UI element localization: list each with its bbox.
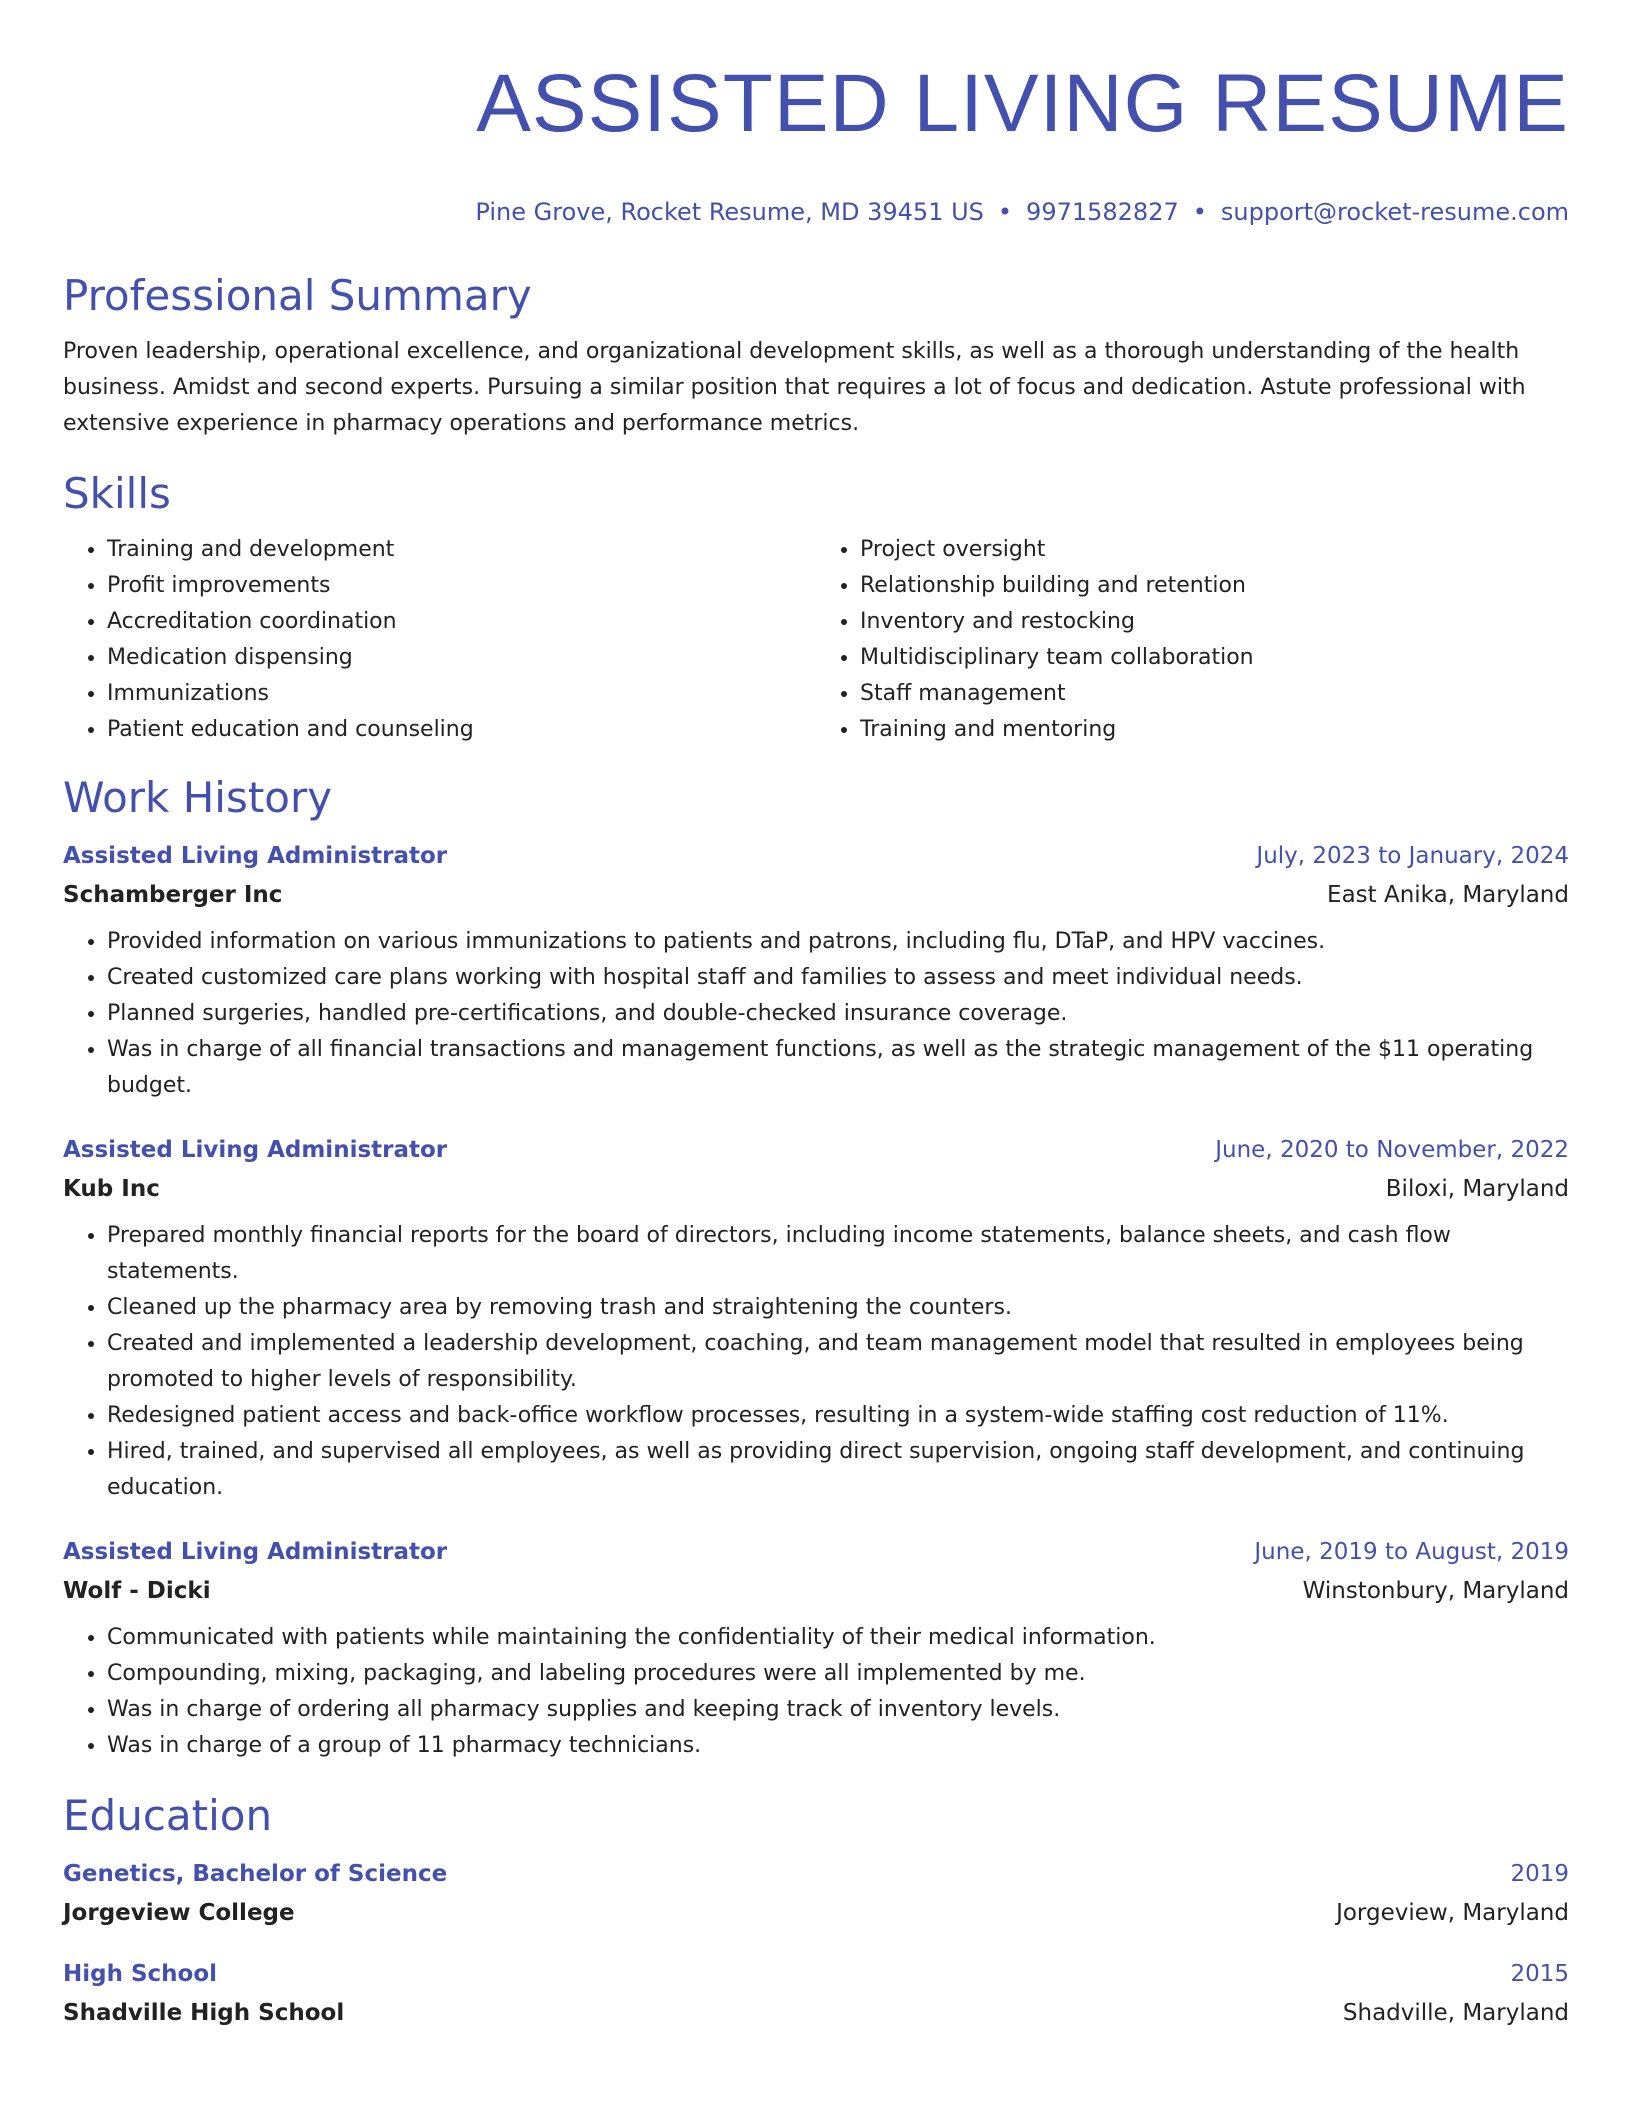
skill-item: • Training and development: [107, 532, 816, 568]
work-history-section: [63, 772, 1569, 1764]
education-year: 2019: [1510, 1861, 1569, 1887]
skills-heading: Skills: [63, 469, 171, 518]
job-bullet: • Created and implemented a leadership development, coaching, and team management model that resulted in employees being promoted to higher levels of responsibility.: [107, 1326, 1569, 1398]
skills-list-left: [63, 532, 816, 748]
job-dates: June, 2019 to August, 2019: [1254, 1539, 1569, 1565]
skill-item: • Project oversight: [860, 532, 1569, 568]
contact-separator: •: [997, 198, 1013, 226]
job-bullets: [63, 1620, 1569, 1764]
skill-item: • Accreditation coordination: [107, 604, 816, 640]
job-entry: [63, 1532, 1569, 1764]
skill-item: • Medication dispensing: [107, 640, 816, 676]
education-heading: Education: [63, 1791, 273, 1840]
skill-item: • Immunizations: [107, 676, 816, 712]
job-company: Schamberger Inc: [63, 882, 283, 908]
job-bullet: • Planned surgeries, handled pre-certifications, and double-checked insurance coverage.: [107, 996, 1569, 1032]
job-bullet: • Created customized care plans working with hospital staff and families to assess and meet individual needs.: [107, 960, 1569, 996]
job-bullet: • Redesigned patient access and back-office workflow processes, resulting in a system-wide staffing cost reduction of 11%.: [107, 1398, 1569, 1434]
job-location: Winstonbury, Maryland: [1302, 1578, 1569, 1604]
job-bullet: • Provided information on various immunizations to patients and patrons, including flu, DTaP, and HPV vaccines.: [107, 924, 1569, 960]
skill-item: • Relationship building and retention: [860, 568, 1569, 604]
job-bullet: • Prepared monthly financial reports for the board of directors, including income statements, balance sheets, and cash flow statements.: [107, 1218, 1569, 1290]
job-bullet: • Communicated with patients while maintaining the confidentiality of their medical information.: [107, 1620, 1569, 1656]
education-entry: [63, 1854, 1569, 1932]
education-location: Jorgeview, Maryland: [1336, 1900, 1569, 1926]
education-entry: [63, 1954, 1569, 2032]
skills-columns: [63, 532, 1569, 748]
job-bullet: • Was in charge of ordering all pharmacy supplies and keeping track of inventory levels.: [107, 1692, 1569, 1728]
summary-heading: Professional Summary: [63, 271, 532, 320]
skill-item: • Patient education and counseling: [107, 712, 816, 748]
contact-separator: •: [1192, 198, 1207, 226]
job-location: East Anika, Maryland: [1327, 882, 1569, 908]
resume-title: ASSISTED LIVING RESUME: [476, 58, 1569, 149]
education-year: 2015: [1510, 1961, 1569, 1987]
job-title: Assisted Living Administrator: [63, 1137, 448, 1163]
job-bullet: • Cleaned up the pharmacy area by removing trash and straightening the counters.: [107, 1290, 1569, 1326]
job-bullet: • Was in charge of a group of 11 pharmacy technicians.: [107, 1728, 1569, 1764]
summary-section: [63, 270, 1569, 442]
job-title: Assisted Living Administrator: [63, 843, 448, 869]
education-degree: High School: [63, 1961, 218, 1987]
job-location: Biloxi, Maryland: [1385, 1176, 1569, 1202]
contact-email[interactable]: support@rocket-resume.com: [1220, 198, 1569, 226]
summary-text: Proven leadership, operational excellence, and organizational development skills, as well as a thorough understanding of the health business. Amidst and second experts. Pursuing a similar position that requires a lot of focus and dedication. Astute professional with extensive experience in pharmacy operations and performance metrics.: [63, 339, 1526, 436]
contact-address: Pine Grove, Rocket Resume, MD 39451 US: [475, 198, 984, 226]
job-title: Assisted Living Administrator: [63, 1539, 448, 1565]
education-school: Shadville High School: [63, 2000, 345, 2026]
resume-header: [63, 58, 1569, 228]
education-school: Jorgeview College: [63, 1900, 295, 1926]
job-company: Wolf - Dicki: [63, 1578, 211, 1604]
job-bullet: • Hired, trained, and supervised all employees, as well as providing direct supervision, ongoing staff development, and continuing education.: [107, 1434, 1569, 1506]
education-location: Shadville, Maryland: [1342, 2000, 1569, 2026]
skills-list-right: [816, 532, 1569, 748]
job-entry: [63, 836, 1569, 1104]
job-bullets: [63, 1218, 1569, 1506]
skill-item: • Multidisciplinary team collaboration: [860, 640, 1569, 676]
job-company: Kub Inc: [63, 1176, 160, 1202]
contact-phone: 9971582827: [1026, 198, 1179, 226]
skill-item: • Inventory and restocking: [860, 604, 1569, 640]
job-dates: June, 2020 to November, 2022: [1215, 1137, 1569, 1163]
skill-item: • Staff management: [860, 676, 1569, 712]
education-degree: Genetics, Bachelor of Science: [63, 1861, 448, 1887]
job-entry: [63, 1130, 1569, 1506]
job-bullet: • Compounding, mixing, packaging, and labeling procedures were all implemented by me.: [107, 1656, 1569, 1692]
job-bullet: • Was in charge of all financial transactions and management functions, as well as the strategic management of the $11 operating budget.: [107, 1032, 1569, 1104]
contact-line: [63, 196, 1569, 228]
skills-section: [63, 468, 1569, 748]
job-dates: July, 2023 to January, 2024: [1256, 843, 1569, 869]
job-bullets: [63, 924, 1569, 1104]
work-history-heading: Work History: [63, 773, 333, 822]
skill-item: • Profit improvements: [107, 568, 816, 604]
skill-item: • Training and mentoring: [860, 712, 1569, 748]
education-section: [63, 1790, 1569, 2032]
